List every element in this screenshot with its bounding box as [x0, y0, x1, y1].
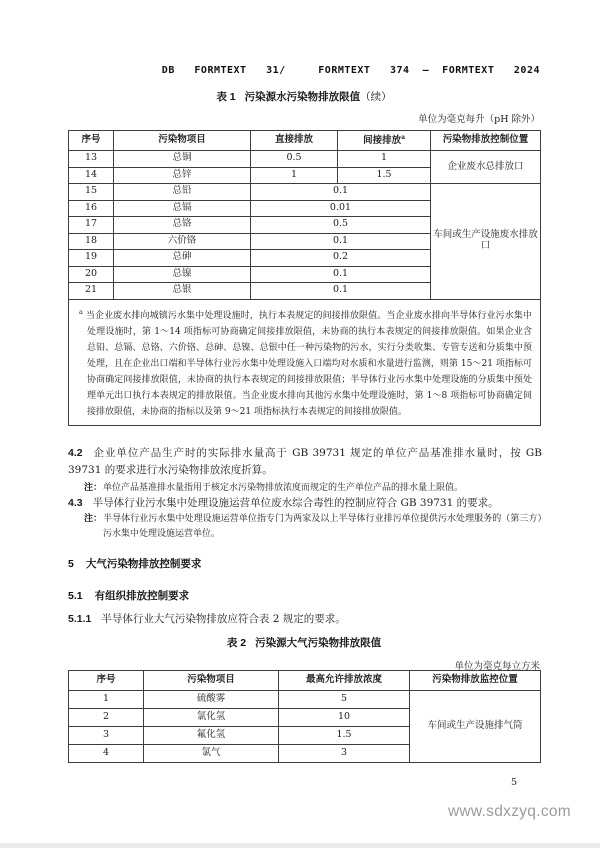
- section-5-number: 5: [68, 558, 74, 570]
- cell-limit: 3: [279, 745, 410, 763]
- cell-no: 2: [69, 709, 144, 727]
- clause-4-2: [68, 445, 542, 479]
- cell-no: 3: [69, 727, 144, 745]
- clause-5-1-1: [68, 611, 542, 628]
- document-number: DB FORMTEXT 31/ FORMTEXT 374 — FORMTEXT 2024: [161, 65, 540, 76]
- footnote-marker-icon: a: [79, 307, 83, 316]
- cell-limit: 10: [279, 709, 410, 727]
- table1-header-indirect: 间接排放$^a$: [338, 131, 431, 151]
- table1-header-direct: 直接排放: [251, 131, 338, 151]
- clause-5-1-1-text: 半导体行业大气污染物排放应符合表 2 规定的要求。: [101, 613, 346, 625]
- watermark: www.sdxzyq.com: [447, 803, 571, 820]
- table2-header-row: [69, 671, 541, 691]
- cell-item: 硫酸雾: [144, 691, 279, 709]
- table2-title: [68, 635, 540, 650]
- cell-item: 总银: [114, 283, 251, 300]
- cell-control-location-2: 车间或生产设施废水排放口: [431, 184, 541, 300]
- cell-indirect: 1.5: [338, 167, 431, 184]
- cell-item: 总镍: [114, 266, 251, 283]
- cell-no: 15: [69, 184, 114, 201]
- cell-limit: 1.5: [279, 727, 410, 745]
- table1-header-row: [69, 131, 541, 151]
- table2-air-pollutant-limits: [68, 670, 541, 763]
- cell-no: 14: [69, 167, 114, 184]
- cell-indirect: 1: [338, 151, 431, 168]
- table2-unit-note: 单位为毫克每立方米: [454, 661, 540, 672]
- cell-item: 总锌: [114, 167, 251, 184]
- clause-4-3-text: 半导体行业污水集中处理设施运营单位废水综合毒性的控制应符合 GB 39731 的要求。: [92, 497, 499, 509]
- note-text: 单位产品基准排水量指用于核定水污染物排放浓度而规定的生产单位产品的排水量上限值。: [103, 483, 464, 493]
- cell-merged-limit: 0.1: [251, 283, 431, 300]
- cell-item: 总镉: [114, 200, 251, 217]
- cell-merged-limit: 0.01: [251, 200, 431, 217]
- cell-direct: 0.5: [251, 151, 338, 168]
- cell-no: 13: [69, 151, 114, 168]
- table1-row: [69, 184, 541, 201]
- table1-footnote-row: [69, 299, 541, 425]
- table1-water-pollutant-limits: [68, 130, 541, 426]
- cell-item: 总铜: [114, 151, 251, 168]
- table1-title-label: 表 1: [216, 91, 236, 103]
- table2-header-no: 序号: [69, 671, 144, 691]
- cell-item: 氯化氢: [144, 709, 279, 727]
- cell-no: 20: [69, 266, 114, 283]
- table1-header-item: 污染物项目: [114, 131, 251, 151]
- table1-header-no: 序号: [69, 131, 114, 151]
- cell-item: 总铬: [114, 217, 251, 234]
- section-5-1-heading: [68, 588, 540, 603]
- note-text: 半导体行业污水集中处理设施运营单位指专门为两家及以上半导体行业排污单位提供污水处理服务的（第三方）污水集中处理设施运营单位。: [103, 514, 542, 539]
- clause-4-3-number: 4.3: [68, 497, 83, 509]
- section-5-1-title: 有组织排放控制要求: [94, 590, 190, 602]
- note-label: 注：: [84, 513, 103, 523]
- section-5-1-number: 5.1: [68, 590, 83, 602]
- section-5-title: 大气污染物排放控制要求: [85, 558, 202, 570]
- table2-header-location: 污染物排放监控位置: [410, 671, 541, 691]
- clause-4-2-note: [84, 480, 542, 496]
- cell-item: 氟化氢: [144, 727, 279, 745]
- cell-no: 21: [69, 283, 114, 300]
- cell-item: 六价铬: [114, 233, 251, 250]
- cell-item: 氯气: [144, 745, 279, 763]
- cell-control-location-1: 企业废水总排放口: [431, 151, 541, 184]
- clause-4-2-text: 企业单位产品生产时的实际排水量高于 GB 39731 规定的单位产品基准排水量时，按 GB 39731 的要求进行水污染物排放浓度折算。: [68, 447, 542, 476]
- cell-direct: 1: [251, 167, 338, 184]
- cell-merged-limit: 0.1: [251, 233, 431, 250]
- page-number: 5: [511, 777, 518, 788]
- cell-merged-limit: 0.2: [251, 250, 431, 267]
- table2-header-limit: 最高允许排放浓度: [279, 671, 410, 691]
- table2-header-item: 污染物项目: [144, 671, 279, 691]
- table2-title-label: 表 2: [226, 637, 247, 649]
- footnote-marker-icon: a: [401, 133, 405, 141]
- table2-title-text: 污染源大气污染物排放限值: [255, 637, 382, 649]
- cell-item: 总砷: [114, 250, 251, 267]
- cell-no: 18: [69, 233, 114, 250]
- table1-header-location: 污染物排放控制位置: [431, 131, 541, 151]
- cell-no: 17: [69, 217, 114, 234]
- table1-title-suffix: （续）: [360, 91, 392, 103]
- cell-limit: 5: [279, 691, 410, 709]
- table1-title-text: 污染源水污染物排放限值: [244, 91, 361, 103]
- clause-4-2-number: 4.2: [68, 447, 83, 459]
- clause-5-1-1-number: 5.1.1: [68, 613, 92, 625]
- cell-no: 16: [69, 200, 114, 217]
- table1-footnote: [69, 299, 541, 425]
- cell-monitor-location: 车间或生产设施排气筒: [410, 691, 541, 763]
- table2-row: [69, 691, 541, 709]
- cell-no: 1: [69, 691, 144, 709]
- cell-no: 4: [69, 745, 144, 763]
- note-label: 注：: [84, 482, 103, 492]
- table1-title: [68, 89, 540, 104]
- table1-unit-note: 单位为毫克每升（pH 除外）: [418, 114, 540, 125]
- section-5-heading: [68, 556, 540, 571]
- cell-merged-limit: 0.1: [251, 266, 431, 283]
- cell-no: 19: [69, 250, 114, 267]
- table1-row: [69, 151, 541, 168]
- cell-merged-limit: 0.1: [251, 184, 431, 201]
- cell-merged-limit: 0.5: [251, 217, 431, 234]
- clause-4-3: [68, 495, 542, 512]
- cell-item: 总铅: [114, 184, 251, 201]
- table1-footnote-text: 当企业废水排向城镇污水集中处理设施时，执行本表规定的间接排放限值。当企业废水排向半导体行业污水集中处理设施时，第 1～14 项指标可协商确定间接排放限值，未协商的执行本表规定的间接排放限值。如果企业含总铅、总镉、总铬、六价铬、总砷、总镍、总银中任一种污染物的污水，实行分类收集、专管专送和分质集中预处理，且在企业出口端和半导体行业污水集中处理设施入口端均对水质和水量进行监测，则第 15～21 项指标可协商确定间接排放限值，未协商的执行本表规定的间接排放限值；半导体行业污水集中处理设施的分质集中预处理单元出口执行本表规定的排放限值。当企业废水排向其他污水集中处理设施时，第 1～8 项指标可协商确定间接排放限值，未协商的指标以及第 9～21 项指标执行本表规定的间接排放限值。: [85, 310, 532, 417]
- bottom-edge-strip: [0, 843, 600, 848]
- clause-4-3-note: [84, 511, 542, 541]
